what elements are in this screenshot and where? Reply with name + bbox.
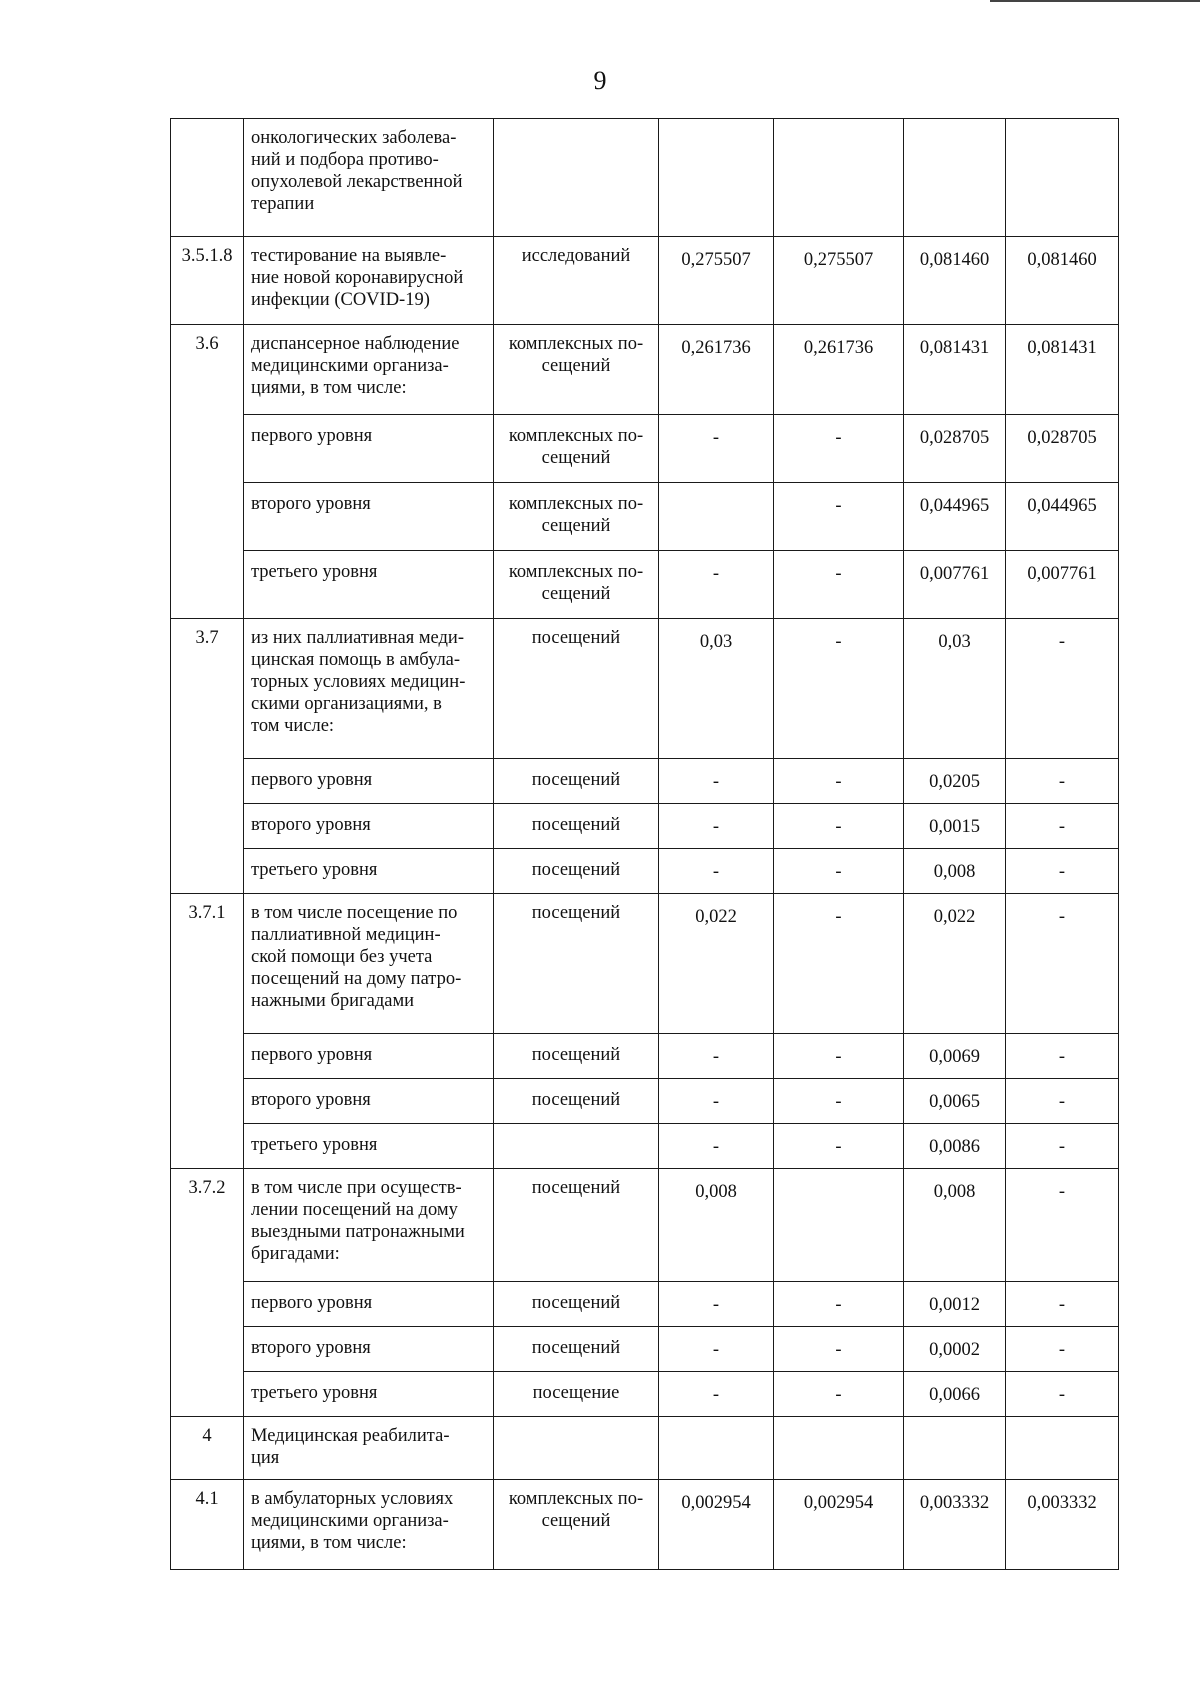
unit-of-measure (494, 1124, 659, 1169)
table-row (171, 619, 1119, 759)
value-col-2: - (774, 1079, 904, 1124)
table-row (171, 237, 1119, 325)
row-number (171, 483, 244, 551)
indicator-name: онкологических заболева- ний и подбора противо- опухолевой лекарственной терапии (244, 119, 494, 237)
value-col-2: - (774, 415, 904, 483)
value-col-1: - (659, 1372, 774, 1417)
value-col-4: - (1006, 1034, 1119, 1079)
unit-of-measure: посещений (494, 1169, 659, 1282)
row-number (171, 1124, 244, 1169)
indicator-name: Медицинская реабилита- ция (244, 1417, 494, 1480)
indicator-name: третьего уровня (244, 849, 494, 894)
value-col-3: 0,044965 (904, 483, 1006, 551)
indicator-name: второго уровня (244, 804, 494, 849)
unit-of-measure: исследований (494, 237, 659, 325)
indicator-name: первого уровня (244, 759, 494, 804)
value-col-1 (659, 483, 774, 551)
value-col-4: - (1006, 1372, 1119, 1417)
row-number (171, 1327, 244, 1372)
value-col-3: 0,0069 (904, 1034, 1006, 1079)
row-number: 3.7.1 (171, 894, 244, 1034)
value-col-2 (774, 119, 904, 237)
indicator-name: второго уровня (244, 483, 494, 551)
indicator-name: из них паллиативная меди- цинская помощь в амбула- торных условиях медицин- скими организациями, в том числе: (244, 619, 494, 759)
unit-of-measure: комплексных по- сещений (494, 325, 659, 415)
value-col-3: 0,0002 (904, 1327, 1006, 1372)
value-col-1: - (659, 849, 774, 894)
row-number (171, 1079, 244, 1124)
indicator-name: диспансерное наблюдение медицинскими организа- циями, в том числе: (244, 325, 494, 415)
value-col-1: - (659, 1282, 774, 1327)
indicator-name: в том числе при осуществ- лении посещений на дому выездными патронажными бригадами: (244, 1169, 494, 1282)
row-number (171, 119, 244, 237)
table-row (171, 759, 1119, 804)
indicator-name: первого уровня (244, 415, 494, 483)
row-number: 3.7.2 (171, 1169, 244, 1282)
row-number (171, 1034, 244, 1079)
value-col-4: - (1006, 759, 1119, 804)
row-number (171, 1282, 244, 1327)
value-col-3: 0,0012 (904, 1282, 1006, 1327)
value-col-3: 0,008 (904, 1169, 1006, 1282)
value-col-2: - (774, 1327, 904, 1372)
table-row (171, 551, 1119, 619)
row-number: 3.5.1.8 (171, 237, 244, 325)
table-row (171, 415, 1119, 483)
value-col-4: 0,044965 (1006, 483, 1119, 551)
value-col-2: - (774, 1124, 904, 1169)
unit-of-measure: посещений (494, 619, 659, 759)
value-col-4: - (1006, 849, 1119, 894)
value-col-1: 0,022 (659, 894, 774, 1034)
value-col-2: - (774, 804, 904, 849)
table-row (171, 1169, 1119, 1282)
value-col-3: 0,022 (904, 894, 1006, 1034)
row-number (171, 415, 244, 483)
value-col-3: 0,081460 (904, 237, 1006, 325)
indicator-name: третьего уровня (244, 1124, 494, 1169)
indicator-name: второго уровня (244, 1327, 494, 1372)
indicator-name: второго уровня (244, 1079, 494, 1124)
value-col-1: 0,002954 (659, 1480, 774, 1570)
indicator-table (170, 118, 1119, 1570)
value-col-2 (774, 1169, 904, 1282)
row-number: 3.6 (171, 325, 244, 415)
value-col-2: - (774, 483, 904, 551)
value-col-3: 0,081431 (904, 325, 1006, 415)
row-number (171, 804, 244, 849)
indicator-name: первого уровня (244, 1282, 494, 1327)
value-col-3: 0,007761 (904, 551, 1006, 619)
row-number: 3.7 (171, 619, 244, 759)
value-col-1: - (659, 1327, 774, 1372)
value-col-3: 0,0066 (904, 1372, 1006, 1417)
table-row (171, 1079, 1119, 1124)
row-number: 4 (171, 1417, 244, 1480)
page-number: 9 (593, 66, 607, 95)
unit-of-measure: посещений (494, 1327, 659, 1372)
table-body (171, 119, 1119, 1570)
unit-of-measure: посещений (494, 1034, 659, 1079)
value-col-3: 0,0205 (904, 759, 1006, 804)
row-number (171, 1372, 244, 1417)
value-col-4 (1006, 1417, 1119, 1480)
table-row (171, 1327, 1119, 1372)
value-col-4: - (1006, 804, 1119, 849)
table-row (171, 1480, 1119, 1570)
value-col-1: 0,008 (659, 1169, 774, 1282)
value-col-4: - (1006, 619, 1119, 759)
unit-of-measure: посещений (494, 1282, 659, 1327)
value-col-1: - (659, 804, 774, 849)
value-col-3: 0,0065 (904, 1079, 1006, 1124)
value-col-2: - (774, 1372, 904, 1417)
table-row (171, 1372, 1119, 1417)
value-col-4 (1006, 119, 1119, 237)
value-col-2: - (774, 894, 904, 1034)
value-col-2: - (774, 619, 904, 759)
indicator-name: третьего уровня (244, 551, 494, 619)
unit-of-measure (494, 119, 659, 237)
table-row (171, 325, 1119, 415)
value-col-4: - (1006, 894, 1119, 1034)
value-col-4: 0,028705 (1006, 415, 1119, 483)
value-col-1: - (659, 551, 774, 619)
unit-of-measure: посещение (494, 1372, 659, 1417)
table-row (171, 119, 1119, 237)
value-col-3: 0,008 (904, 849, 1006, 894)
value-col-4: 0,003332 (1006, 1480, 1119, 1570)
table-row (171, 1417, 1119, 1480)
value-col-2: - (774, 1282, 904, 1327)
value-col-2: - (774, 849, 904, 894)
unit-of-measure: комплексных по- сещений (494, 483, 659, 551)
value-col-3 (904, 119, 1006, 237)
unit-of-measure: посещений (494, 804, 659, 849)
table-row (171, 894, 1119, 1034)
value-col-3: 0,0015 (904, 804, 1006, 849)
indicator-name: первого уровня (244, 1034, 494, 1079)
value-col-4: - (1006, 1169, 1119, 1282)
value-col-2: - (774, 551, 904, 619)
value-col-1: - (659, 1124, 774, 1169)
unit-of-measure (494, 1417, 659, 1480)
value-col-4: - (1006, 1124, 1119, 1169)
value-col-3 (904, 1417, 1006, 1480)
value-col-1: 0,03 (659, 619, 774, 759)
unit-of-measure: посещений (494, 894, 659, 1034)
row-number (171, 759, 244, 804)
value-col-3: 0,0086 (904, 1124, 1006, 1169)
value-col-1 (659, 1417, 774, 1480)
value-col-4: - (1006, 1079, 1119, 1124)
indicator-name: в том числе посещение по паллиативной медицин- ской помощи без учета посещений на дому патро- нажными бригадами (244, 894, 494, 1034)
value-col-1: - (659, 1079, 774, 1124)
indicator-name: в амбулаторных условиях медицинскими организа- циями, в том числе: (244, 1480, 494, 1570)
value-col-4: 0,081431 (1006, 325, 1119, 415)
unit-of-measure: посещений (494, 849, 659, 894)
value-col-2: 0,261736 (774, 325, 904, 415)
value-col-2: - (774, 1034, 904, 1079)
unit-of-measure: комплексных по- сещений (494, 415, 659, 483)
table-row (171, 483, 1119, 551)
value-col-2: - (774, 759, 904, 804)
table-row (171, 849, 1119, 894)
row-number: 4.1 (171, 1480, 244, 1570)
value-col-1: 0,275507 (659, 237, 774, 325)
value-col-4: - (1006, 1282, 1119, 1327)
indicator-name: третьего уровня (244, 1372, 494, 1417)
unit-of-measure: посещений (494, 1079, 659, 1124)
top-edge-line (990, 0, 1200, 2)
value-col-3: 0,028705 (904, 415, 1006, 483)
value-col-1: 0,261736 (659, 325, 774, 415)
value-col-3: 0,003332 (904, 1480, 1006, 1570)
value-col-1: - (659, 415, 774, 483)
value-col-1: - (659, 759, 774, 804)
table-row (171, 1282, 1119, 1327)
value-col-2: 0,275507 (774, 237, 904, 325)
value-col-2 (774, 1417, 904, 1480)
value-col-4: 0,081460 (1006, 237, 1119, 325)
value-col-1: - (659, 1034, 774, 1079)
value-col-1 (659, 119, 774, 237)
unit-of-measure: комплексных по- сещений (494, 1480, 659, 1570)
value-col-4: - (1006, 1327, 1119, 1372)
table-row (171, 1034, 1119, 1079)
indicator-name: тестирование на выявле- ние новой коронавирусной инфекции (COVID-19) (244, 237, 494, 325)
row-number (171, 849, 244, 894)
table-row (171, 804, 1119, 849)
unit-of-measure: посещений (494, 759, 659, 804)
value-col-4: 0,007761 (1006, 551, 1119, 619)
value-col-3: 0,03 (904, 619, 1006, 759)
table-row (171, 1124, 1119, 1169)
row-number (171, 551, 244, 619)
value-col-2: 0,002954 (774, 1480, 904, 1570)
unit-of-measure: комплексных по- сещений (494, 551, 659, 619)
